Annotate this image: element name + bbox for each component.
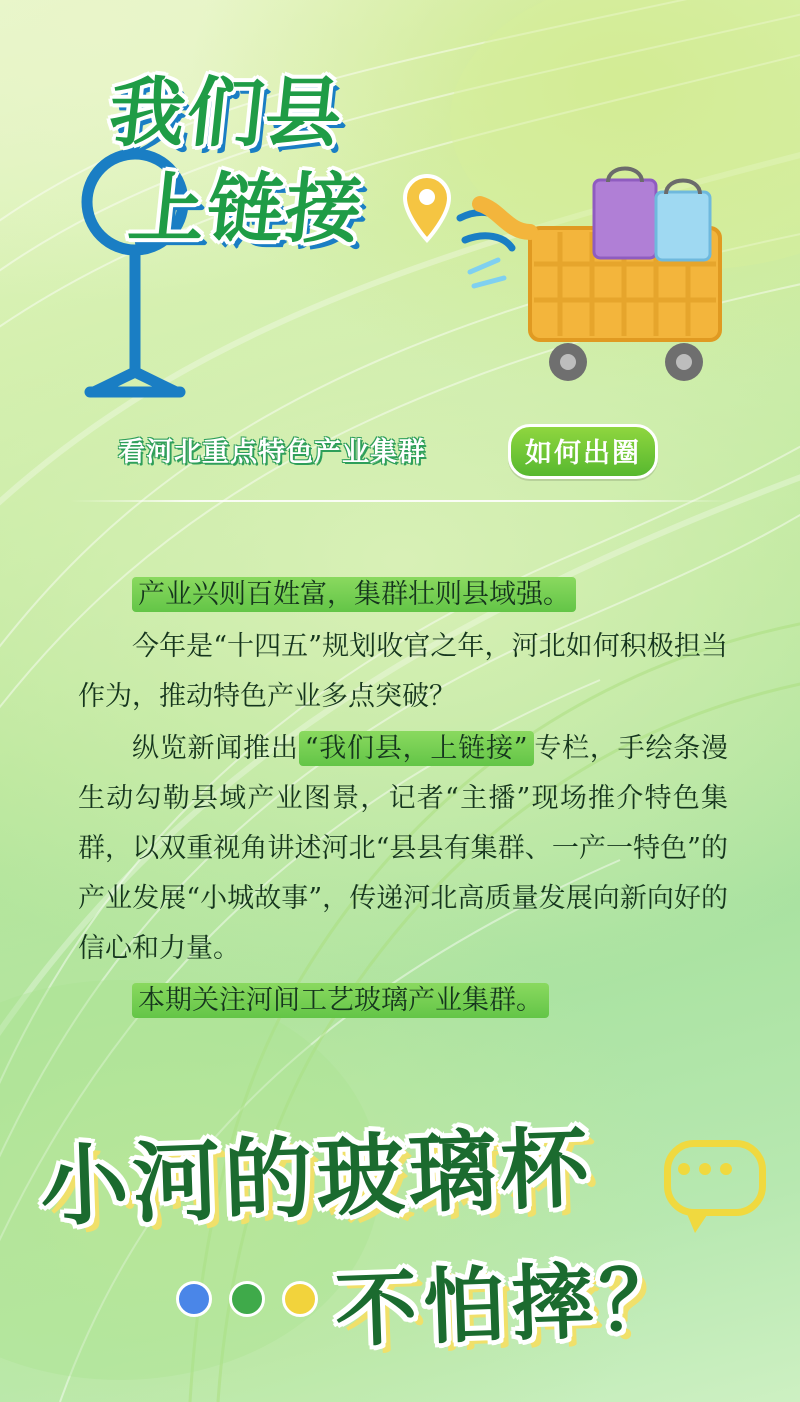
decorative-dot-green — [229, 1281, 265, 1317]
article-paragraph — [78, 622, 728, 722]
speech-bubble-icon — [664, 1140, 766, 1216]
decorative-dot-yellow — [282, 1281, 318, 1317]
brand-subtitle-badge: 如何出圈 — [508, 424, 658, 479]
highlighted-text: 本期关注河间工艺玻璃产业集群。 — [132, 983, 549, 1018]
brand-subtitle: 看河北重点特色产业集群 — [118, 437, 426, 468]
headline-line2: 不怕摔？ — [333, 1251, 689, 1360]
location-pin-icon — [405, 176, 449, 240]
article-paragraph — [78, 724, 728, 974]
article-paragraph — [78, 570, 728, 620]
brand-title-line1: 我们县 — [104, 68, 349, 157]
highlighted-text: 产业兴则百姓富，集群壮则县域强。 — [132, 577, 576, 612]
highlighted-text: “我们县，上链接” — [299, 731, 534, 766]
brand-title-line2: 上链接 — [124, 164, 369, 253]
poster-header — [0, 0, 800, 520]
body-text: 纵览新闻推出 — [132, 733, 299, 764]
article-paragraph — [78, 976, 728, 1026]
body-text: 今年是“十四五”规划收官之年，河北如何积极担当作为，推动特色产业多点突破？ — [78, 631, 728, 712]
body-text: 专栏，手绘条漫生动勾勒县域产业图景，记者“主播”现场推介特色集群，以双重视角讲述河北“县县有集群、一产一特色”的产业发展“小城故事”，传递河北高质量发展向新向好的信心和力量。 — [78, 733, 729, 964]
decorative-dot-blue — [176, 1281, 212, 1317]
header-divider — [70, 500, 730, 502]
speech-bubble-dots — [678, 1163, 732, 1175]
shopping-cart-icon — [480, 169, 720, 382]
headline-line1: 小河的玻璃杯 — [38, 1116, 594, 1239]
article-body — [78, 570, 728, 1028]
